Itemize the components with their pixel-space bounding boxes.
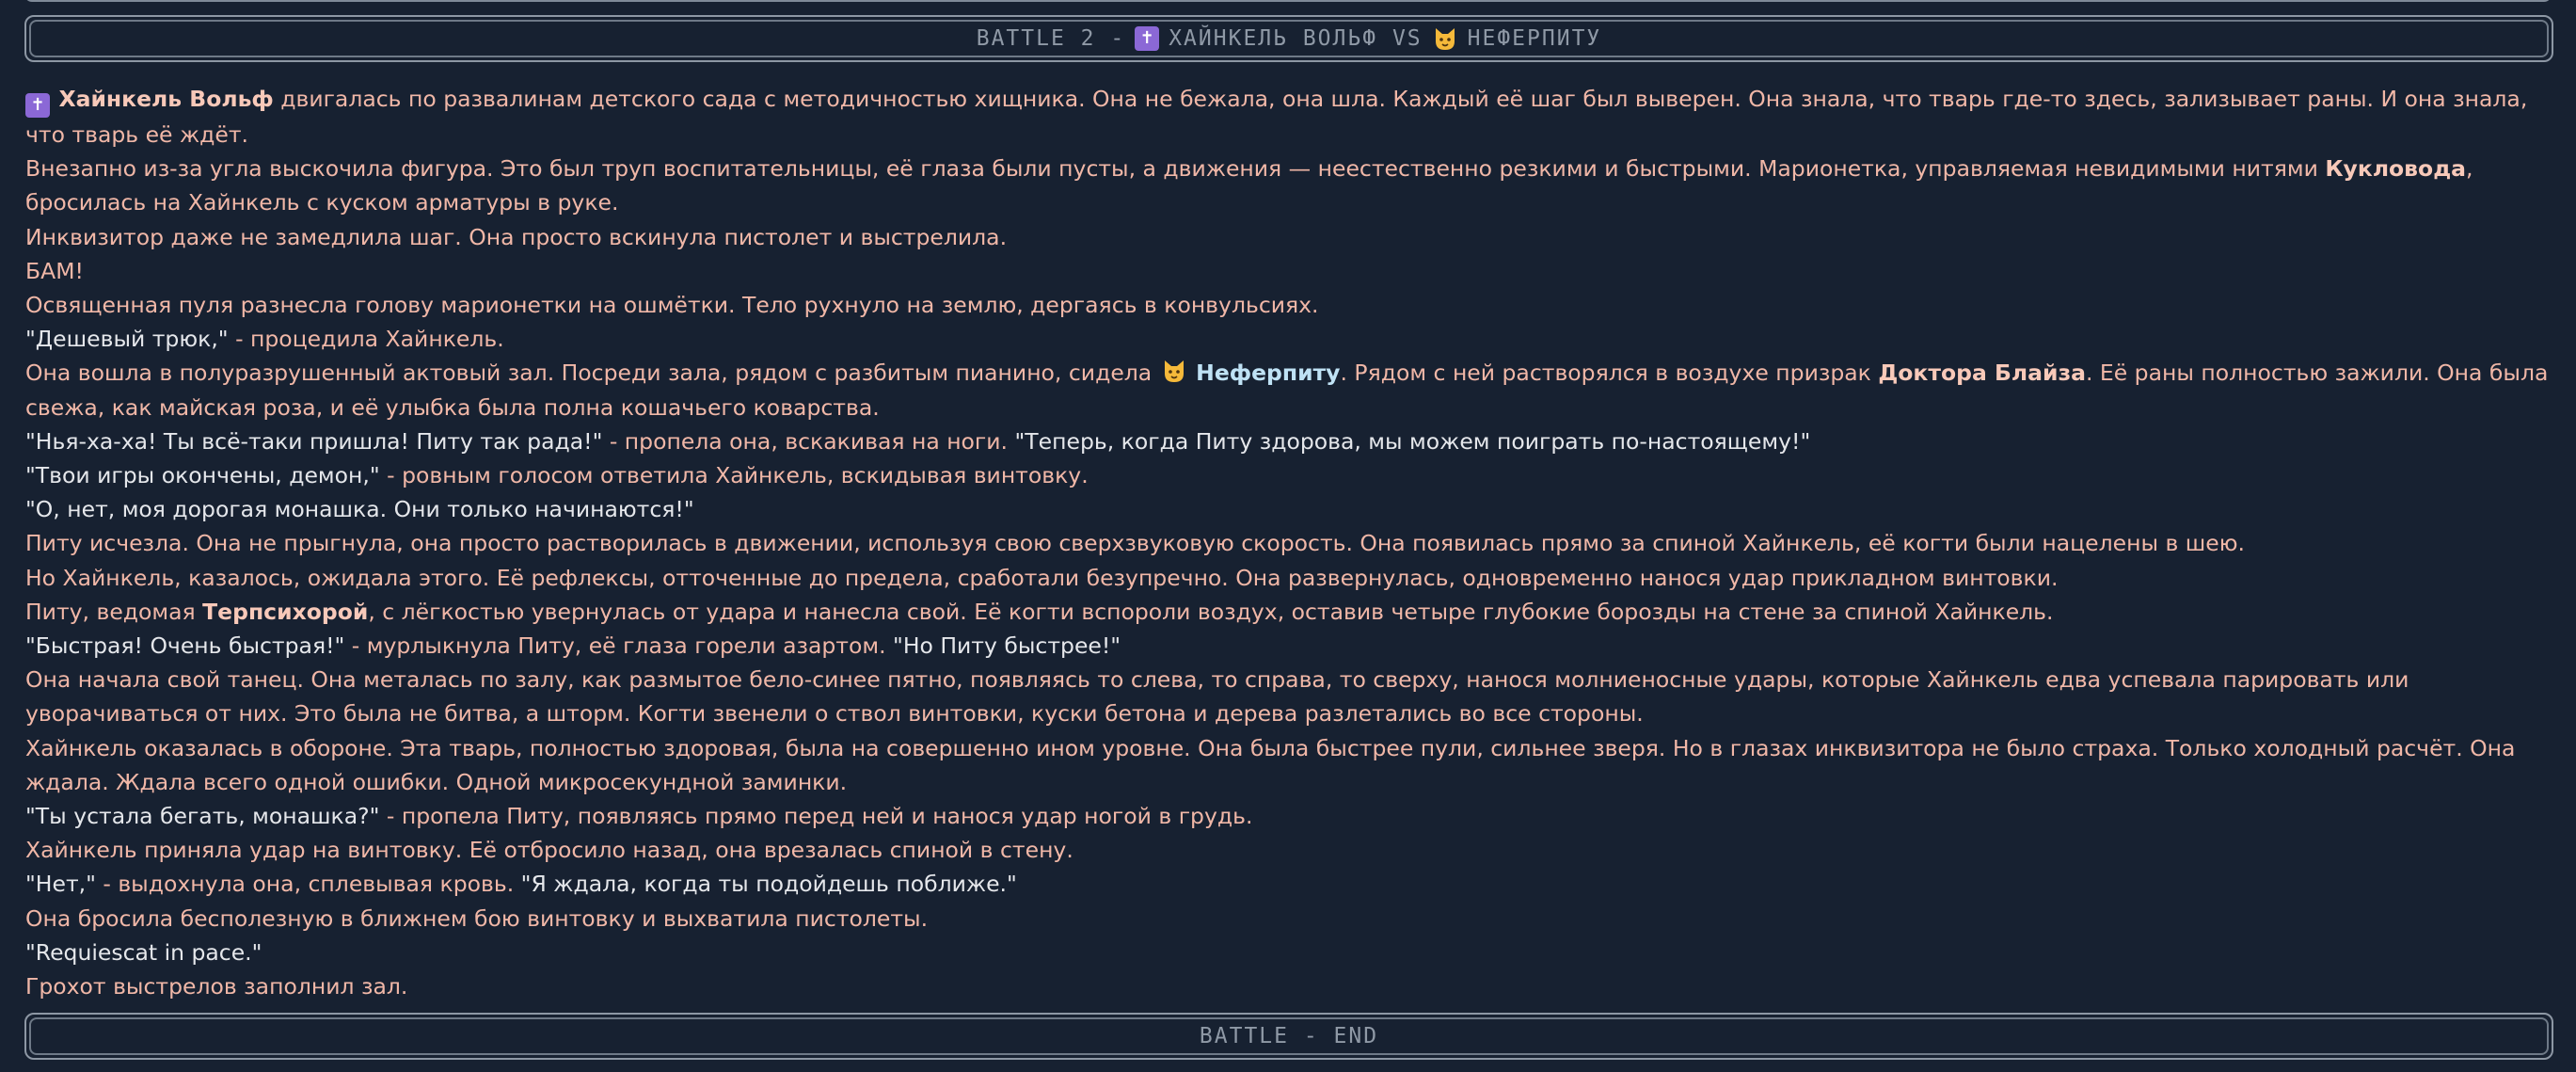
- story-paragraph: "О, нет, моя дорогая монашка. Они только начинаются!": [25, 496, 694, 523]
- dialogue-quote: "Я ждала, когда ты подойдешь поближе.": [520, 871, 1017, 898]
- narration-text: , с лёгкостью увернулась от удара и нанесла свой. Её когти вспороли воздух, оставив четыре глубокие борозды на стене за спиной Хайнкель.: [368, 598, 2054, 625]
- character-name: Кукловода: [2325, 155, 2467, 183]
- narration-text: - выдохнула она, сплевывая кровь.: [95, 871, 521, 898]
- latin-cross-icon: ✝: [1135, 26, 1159, 51]
- character-name: Хайнкель Вольф: [58, 86, 274, 112]
- narration-text: , бросилась на Хайнкель с куском арматуры в руке.: [25, 155, 2473, 216]
- dialogue-quote: "Твои игры окончены, демон,": [25, 462, 380, 489]
- battle-end-banner: [24, 1013, 2553, 1060]
- battle-start-banner-inner: [29, 20, 2549, 57]
- story-paragraph: Хайнкель оказалась в обороне. Эта тварь, полностью здоровая, была на совершенно ином уровне. Она была быстрее пули, сильнее зверя. Но в глазах инквизитора не было страха. Только холодный расчёт. Она ждала. Ждала всего одной ошибки. Одной микросекундной заминки.: [25, 734, 2516, 795]
- narration-text: . Её раны полностью зажили. Она была свежа, как майская роза, и её улыбка была полна кошачьего коварства.: [25, 360, 2549, 421]
- cat-face-icon: [1161, 358, 1187, 384]
- story-paragraph: [25, 82, 2556, 152]
- narration-text: . Рядом с ней растворялся в воздухе призрак: [1340, 360, 1879, 387]
- narration-text: - пропела она, вскакивая на ноги.: [602, 427, 1015, 455]
- story-paragraph: Грохот выстрелов заполнил зал.: [25, 973, 408, 1000]
- narration-text: Внезапно из-за угла выскочила фигура. Это был труп воспитательницы, её глаза были пусты, а движения — неестественно резкими и быстрыми. Марионетка, управляемая невидимыми нитями: [25, 155, 2326, 183]
- story-paragraph: [25, 867, 2556, 901]
- story-paragraph: [25, 629, 2556, 663]
- story-paragraph: Инквизитор даже не замедлила шаг. Она просто вскинула пистолет и выстрелила.: [25, 223, 1008, 250]
- latin-cross-icon: ✝: [25, 93, 50, 118]
- battle-start-banner: [24, 15, 2553, 62]
- story-paragraph: [25, 424, 2556, 458]
- story-paragraph: [25, 595, 2556, 629]
- narration-text: - процедила Хайнкель.: [228, 326, 504, 353]
- character-name: Неферпиту: [1196, 360, 1341, 387]
- fighter1-name: ХАЙНКЕЛЬ ВОЛЬФ: [1169, 26, 1378, 51]
- character-name: Терпсихорой: [202, 598, 369, 625]
- battle-number: BATTLE 2 -: [976, 26, 1126, 51]
- dialogue-quote: "Теперь, когда Питу здорова, мы можем поиграть по-настоящему!": [1014, 427, 1811, 455]
- dialogue-quote: "Нет,": [25, 871, 96, 898]
- vs-label: VS: [1391, 26, 1423, 51]
- narration-text: - мурлыкнула Питу, её глаза горели азартом.: [344, 632, 894, 660]
- narration-text: Питу, ведомая: [25, 598, 203, 625]
- dialogue-quote: "Быстрая! Очень быстрая!": [25, 632, 345, 660]
- previous-block-edge: [24, 0, 2552, 2]
- story-paragraph: Освященная пуля разнесла голову марионетки на ошмётки. Тело рухнуло на землю, дергаясь в конвульсиях.: [25, 292, 1319, 319]
- dialogue-quote: "Дешевый трюк,": [25, 326, 229, 353]
- story-paragraph: БАМ!: [25, 257, 84, 284]
- story-paragraph: Она бросила бесполезную в ближнем бою винтовку и выхватила пистолеты.: [25, 904, 929, 932]
- battle-story: [25, 82, 2556, 1003]
- story-paragraph: "Requiescat in pace.": [25, 938, 262, 966]
- dialogue-quote: "Ты устала бегать, монашка?": [25, 803, 380, 830]
- story-paragraph: [25, 152, 2556, 219]
- battle-end-banner-inner: [29, 1017, 2549, 1055]
- story-paragraph: [25, 322, 2556, 356]
- story-paragraph: [25, 799, 2556, 833]
- fighter2-name: НЕФЕРПИТУ: [1467, 26, 1602, 51]
- dialogue-quote: "Но Питу быстрее!": [893, 632, 1121, 660]
- battle-end-label: BATTLE - END: [1199, 1024, 1379, 1048]
- dialogue-quote: "Нья-ха-ха! Ты всё-таки пришла! Питу так рада!": [25, 427, 603, 455]
- narration-text: двигалась по развалинам детского сада с методичностью хищника. Она не бежала, она шла. Каждый её шаг был выверен. Она знала, что тварь где-то здесь, зализывает раны. И она знала, что тварь её ждёт.: [25, 86, 2528, 148]
- story-paragraph: [25, 356, 2556, 424]
- character-name: Доктора Блайза: [1878, 360, 2086, 387]
- cat-face-icon: [1432, 25, 1458, 52]
- story-paragraph: Но Хайнкель, казалось, ожидала этого. Её рефлексы, отточенные до предела, сработали безупречно. Она развернулась, одновременно нанося удар прикладном винтовки.: [25, 564, 2059, 591]
- story-paragraph: Она начала свой танец. Она металась по залу, как размытое бело-синее пятно, появляясь то слева, то справа, то сверху, нанося молниеносные удары, которые Хайнкель едва успевала парировать или уворачиваться от них. Это была не битва, а шторм. Когти звенели о ствол винтовки, куски бетона и дерева разлетались во все стороны.: [25, 666, 2409, 728]
- narration-text: Она вошла в полуразрушенный актовый зал. Посреди зала, рядом с разбитым пианино, сидела: [25, 360, 1159, 387]
- story-paragraph: Хайнкель приняла удар на винтовку. Её отбросило назад, она врезалась спиной в стену.: [25, 837, 1073, 864]
- story-paragraph: [25, 458, 2556, 492]
- narration-text: - пропела Питу, появляясь прямо перед ней и нанося удар ногой в грудь.: [379, 803, 1253, 830]
- narration-text: - ровным голосом ответила Хайнкель, вскидывая винтовку.: [379, 462, 1089, 489]
- story-paragraph: Питу исчезла. Она не прыгнула, она просто растворилась в движении, используя свою сверхзвуковую скорость. Она появилась прямо за спиной Хайнкель, её когти были нацелены в шею.: [25, 530, 2245, 557]
